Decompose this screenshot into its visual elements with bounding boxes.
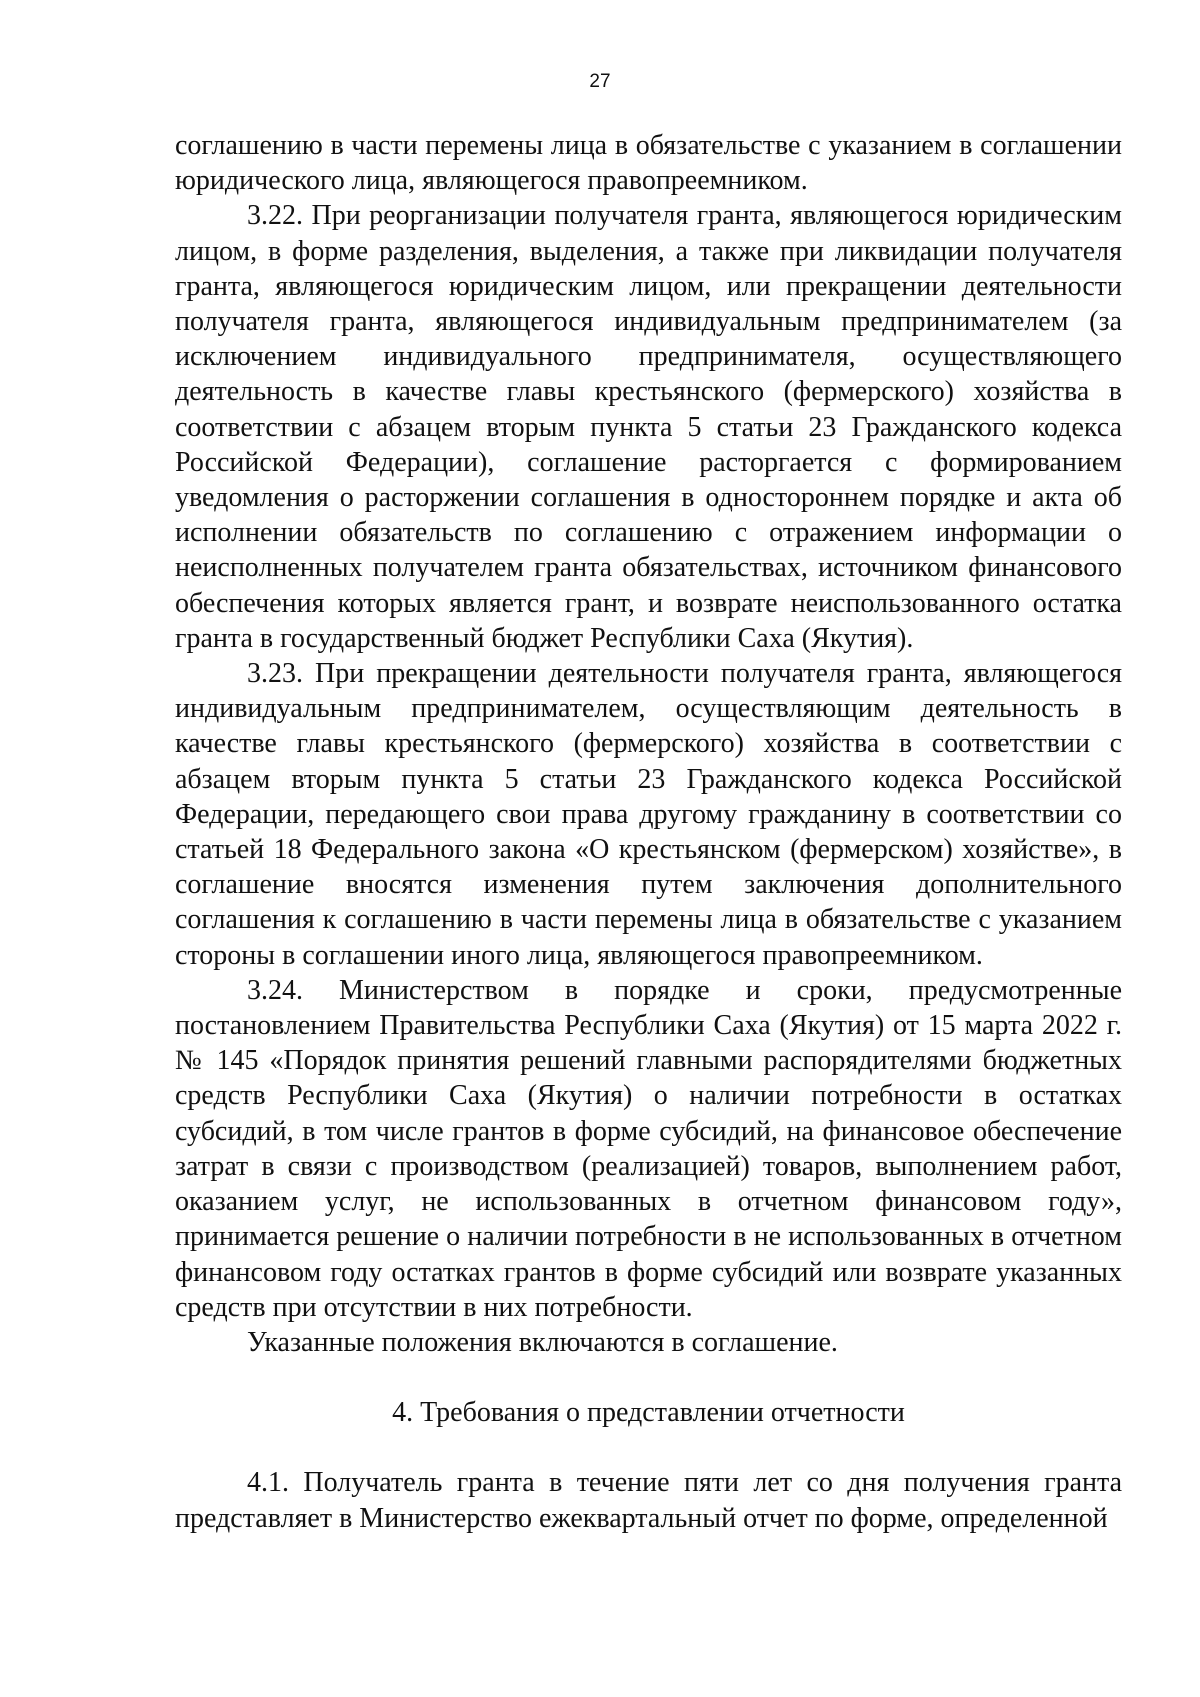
paragraph-3-24: 3.24. Министерством в порядке и сроки, предусмотренные постановлением Правительства Республики Саха (Якутия) от 15 марта 2022 г. № 145 «Порядок принятия решений главными распорядителями бюджетных средств Республики Саха (Якутия) о наличии потребности в остатках субсидий, в том числе грантов в форме субсидий, на финансовое обеспечение затрат в связи с производством (реализацией) товаров, выполнением работ, оказанием услуг, не использованных в отчетном финансовом году», принимается решение о наличии потребности в не использованных в отчетном финансовом году остатках грантов в форме субсидий или возврате указанных средств при отсутствии в них потребности.: [175, 974, 1122, 1323]
section-heading: 4. Требования о представлении отчетности: [392, 1397, 905, 1429]
paragraph-provisions: Указанные положения включаются в соглашение.: [247, 1326, 838, 1358]
paragraph-continuation: соглашению в части перемены лица в обязательстве с указанием в соглашении юридического лица, являющегося правопреемником.: [175, 130, 1122, 197]
document-body: [175, 128, 1122, 1536]
paragraph-3-23: 3.23. При прекращении деятельности получателя гранта, являющегося индивидуальным предпринимателем, осуществляющим деятельность в качестве главы крестьянского (фермерского) хозяйства в соответствии с абзацем вторым пункта 5 статьи 23 Гражданского кодекса Российской Федерации, передающего свои права другому гражданину в соответствии со статьей 18 Федерального закона «О крестьянском (фермерском) хозяйстве», в соглашение вносятся изменения путем заключения дополнительного соглашения к соглашению в части перемены лица в обязательстве с указанием стороны в соглашении иного лица, являющегося правопреемником.: [175, 658, 1122, 971]
paragraph-3-22: 3.22. При реорганизации получателя гранта, являющегося юридическим лицом, в форме разделения, выделения, а также при ликвидации получателя гранта, являющегося юридическим лицом, или прекращении деятельности получателя гранта, являющегося индивидуальным предпринимателем (за исключением индивидуального предпринимателя, осуществляющего деятельность в качестве главы крестьянского (фермерского) хозяйства в соответствии с абзацем вторым пункта 5 статьи 23 Гражданского кодекса Российской Федерации), соглашение расторгается с формированием уведомления о расторжении соглашения в одностороннем порядке и акта об исполнении обязательств по соглашению с отражением информации о неисполненных получателем гранта обязательствах, источником финансового обеспечения которых является грант, и возврате неиспользованного остатка гранта в государственный бюджет Республики Саха (Якутия).: [175, 200, 1122, 654]
paragraph-4-1: 4.1. Получатель гранта в течение пяти лет со дня получения гранта представляет в Министерство ежеквартальный отчет по форме, определенной: [175, 1467, 1122, 1534]
page-number: 27: [589, 71, 611, 92]
